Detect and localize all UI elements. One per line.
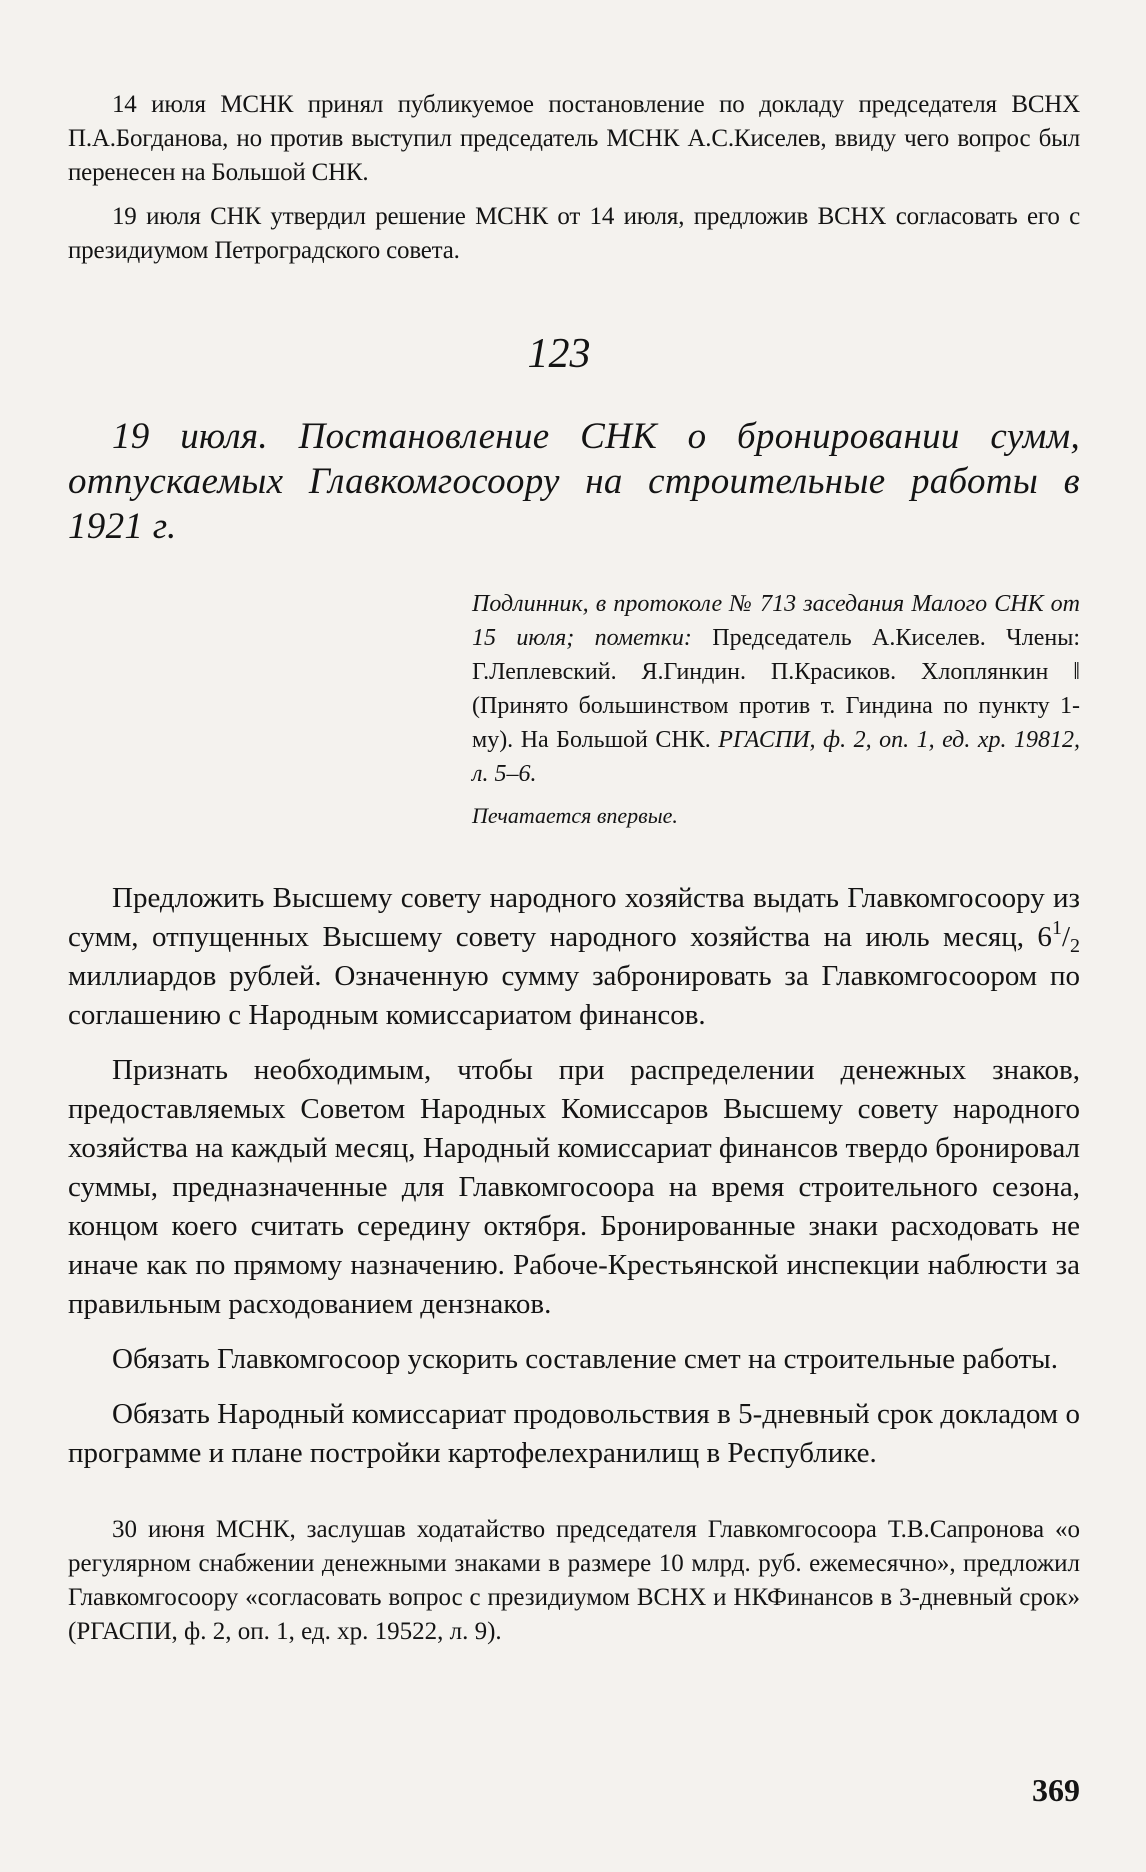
resolution-text: миллиардов рублей. Означенную сумму забронировать за Главкомгосоором по соглашению с Народным комиссариатом финансов. — [68, 960, 1080, 1031]
preceding-commentary — [68, 88, 1080, 268]
fraction-slash: / — [1061, 921, 1070, 953]
resolution-body — [68, 879, 1080, 1473]
source-text: Председатель А.Киселев. Члены: Г.Леплевский. Я.Гиндин. П.Красиков. Хлоплянкин ‖ (Принято большинством против т. Гиндина по пункту 1-му). На Большой СНК. — [472, 625, 1080, 753]
resolution-paragraph — [68, 879, 1080, 1035]
fraction — [1051, 917, 1080, 957]
archive-reference: РГАСПИ, ф. 2, оп. 1, ед. хр. 19812, л. 5–6. — [472, 727, 1080, 787]
resolution-paragraph: Обязать Народный комиссариат продовольствия в 5-дневный срок докладом о программе и плане постройки картофелехранилищ в Республике. — [68, 1398, 1080, 1469]
fraction-numerator: 1 — [1051, 917, 1062, 939]
footnote: 30 июня МСНК, заслушав ходатайство председателя Главкомгосоора Т.В.Сапронова «о регулярном снабжении денежными знаками в размере 10 млрд. руб. ежемесячно», предложил Главкомгосоору «согласовать вопрос с президиумом ВСНХ и НКФинансов в 3-дневный срок» (РГАСПИ, ф. 2, оп. 1, ед. хр. 19522, л. 9). — [68, 1516, 1080, 1645]
source-note — [472, 587, 1080, 791]
resolution-paragraph: Признать необходимым, чтобы при распределении денежных знаков, предоставляемых Советом Народных Комиссаров Высшему совету народного хозяйства на каждый месяц, Народный комиссариат финансов твердо бронировал суммы, предназначенные для Главкомгосоора на время строительного сезона, концом коего считать середину октября. Бронированные знаки расходовать не иначе как по прямому назначению. Рабоче-Крестьянской инспекции наблюсти за правильным расходованием дензнаков. — [68, 1054, 1080, 1320]
resolution-text: Предложить Высшему совету народного хозяйства выдать Главкомгосоору из сумм, отпущенных Высшему совету народного хозяйства на июль месяц, 6 — [68, 882, 1080, 953]
first-publication-note: Печатается впервые. — [472, 803, 678, 828]
document-title: 19 июля. Постановление СНК о бронировании сумм, отпускаемых Главкомгосоору на строительные работы в 1921 г. — [68, 416, 1080, 547]
source-lead: Подлинник, в протоколе № 713 заседания Малого СНК от 15 июля; пометки: — [472, 591, 1080, 651]
page-number: 369 — [1032, 1772, 1080, 1808]
document-number: 123 — [527, 331, 591, 377]
resolution-paragraph: Обязать Главкомгосоор ускорить составление смет на строительные работы. — [112, 1343, 1059, 1375]
fraction-denominator: 2 — [1070, 935, 1080, 957]
commentary-paragraph: 19 июля СНК утвердил решение МСНК от 14 июля, предложив ВСНХ согласовать его с президиумом Петроградского совета. — [68, 203, 1080, 264]
commentary-paragraph: 14 июля МСНК принял публикуемое постановление по докладу председателя ВСНХ П.А.Богданова, но против выступил председатель МСНК А.С.Киселев, ввиду чего вопрос был перенесен на Большой СНК. — [68, 91, 1080, 186]
